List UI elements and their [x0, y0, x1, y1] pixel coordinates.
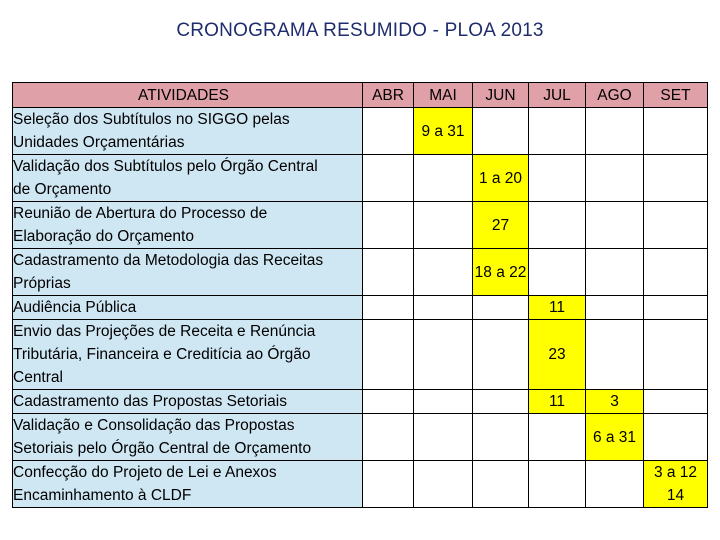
header-mai: MAI [414, 83, 473, 108]
activity-cell [13, 414, 363, 461]
table-row [13, 414, 708, 461]
cell-mai [414, 249, 473, 296]
activity-line: Setoriais pelo Órgão Central de Orçamento [13, 440, 312, 457]
cell-ago: 6 a 31 [586, 414, 644, 461]
cell-abr [363, 390, 414, 414]
cell-jun: 18 a 22 [473, 249, 529, 296]
header-row [13, 83, 708, 108]
cell-set [644, 414, 708, 461]
activity-line: Validação dos Subtítulos pelo Órgão Central [13, 158, 318, 175]
set-value-line: 3 a 12 [653, 464, 698, 481]
set-value-line: 14 [666, 487, 685, 504]
cell-jul: 11 [529, 296, 586, 320]
table-row [13, 320, 708, 390]
activity-cell [13, 155, 363, 202]
activity-line: Central [13, 369, 63, 386]
cell-jun [473, 320, 529, 390]
activity-cell [13, 390, 363, 414]
cell-jun [473, 296, 529, 320]
activity-line: Audiência Pública [13, 299, 137, 316]
cell-mai [414, 202, 473, 249]
cell-mai [414, 390, 473, 414]
activity-line: Confecção do Projeto de Lei e Anexos [13, 464, 277, 481]
activity-cell [13, 320, 363, 390]
cell-ago [586, 296, 644, 320]
table-row [13, 249, 708, 296]
cell-set [644, 108, 708, 155]
cell-abr [363, 320, 414, 390]
cell-mai [414, 296, 473, 320]
activity-line: Encaminhamento à CLDF [13, 487, 192, 504]
cell-jun: 27 [473, 202, 529, 249]
cell-mai [414, 414, 473, 461]
cell-mai [414, 461, 473, 508]
cell-jun [473, 390, 529, 414]
cell-jul [529, 414, 586, 461]
cell-ago [586, 320, 644, 390]
cell-set [644, 320, 708, 390]
activity-line: Seleção dos Subtítulos no SIGGO pelas [13, 111, 290, 128]
cell-jul: 11 [529, 390, 586, 414]
cell-jun: 1 a 20 [473, 155, 529, 202]
cell-set [644, 461, 708, 508]
activity-line: Validação e Consolidação das Propostas [13, 417, 295, 434]
cell-jun [473, 414, 529, 461]
header-abr: ABR [363, 83, 414, 108]
cell-set [644, 249, 708, 296]
cell-abr [363, 461, 414, 508]
cell-ago [586, 108, 644, 155]
cell-ago [586, 249, 644, 296]
cell-set [644, 390, 708, 414]
cell-mai [414, 155, 473, 202]
header-set: SET [644, 83, 708, 108]
cell-mai: 9 a 31 [414, 108, 473, 155]
cell-jul [529, 249, 586, 296]
cell-ago [586, 461, 644, 508]
activity-line: Cadastramento da Metodologia das Receitas [13, 252, 324, 269]
cell-mai [414, 320, 473, 390]
table-row [13, 155, 708, 202]
activity-line: Próprias [13, 275, 71, 292]
table-row [13, 296, 708, 320]
cell-set [644, 155, 708, 202]
cell-ago [586, 155, 644, 202]
cell-abr [363, 414, 414, 461]
activity-cell [13, 108, 363, 155]
header-ago: AGO [586, 83, 644, 108]
cell-abr [363, 249, 414, 296]
cell-abr [363, 155, 414, 202]
table-row [13, 108, 708, 155]
cell-jul [529, 202, 586, 249]
cell-jun [473, 108, 529, 155]
activity-line: Tributária, Financeira e Creditícia ao Órgão [13, 346, 311, 363]
header-jun: JUN [473, 83, 529, 108]
cell-set [644, 202, 708, 249]
table-row [13, 390, 708, 414]
cell-abr [363, 202, 414, 249]
table-row [13, 202, 708, 249]
activity-cell [13, 202, 363, 249]
activity-line: Elaboração do Orçamento [13, 228, 194, 245]
cell-ago [586, 202, 644, 249]
activity-line: Cadastramento das Propostas Setoriais [13, 393, 287, 410]
header-jul: JUL [529, 83, 586, 108]
page-title: CRONOGRAMA RESUMIDO - PLOA 2013 [176, 20, 544, 41]
table-row [13, 461, 708, 508]
cell-ago: 3 [586, 390, 644, 414]
cell-jun [473, 461, 529, 508]
cell-abr [363, 296, 414, 320]
cell-jul [529, 461, 586, 508]
cell-jul [529, 108, 586, 155]
activity-line: de Orçamento [13, 181, 112, 198]
cell-jul [529, 155, 586, 202]
header-activities: ATIVIDADES [13, 83, 363, 108]
cell-jul: 23 [529, 320, 586, 390]
activity-cell [13, 461, 363, 508]
activity-cell [13, 296, 363, 320]
activity-cell [13, 249, 363, 296]
activity-line: Envio das Projeções de Receita e Renúncia [13, 323, 316, 340]
cell-abr [363, 108, 414, 155]
cell-set [644, 296, 708, 320]
activity-line: Reunião de Abertura do Processo de [13, 205, 268, 222]
activity-line: Unidades Orçamentárias [13, 134, 185, 151]
schedule-table [12, 82, 708, 508]
